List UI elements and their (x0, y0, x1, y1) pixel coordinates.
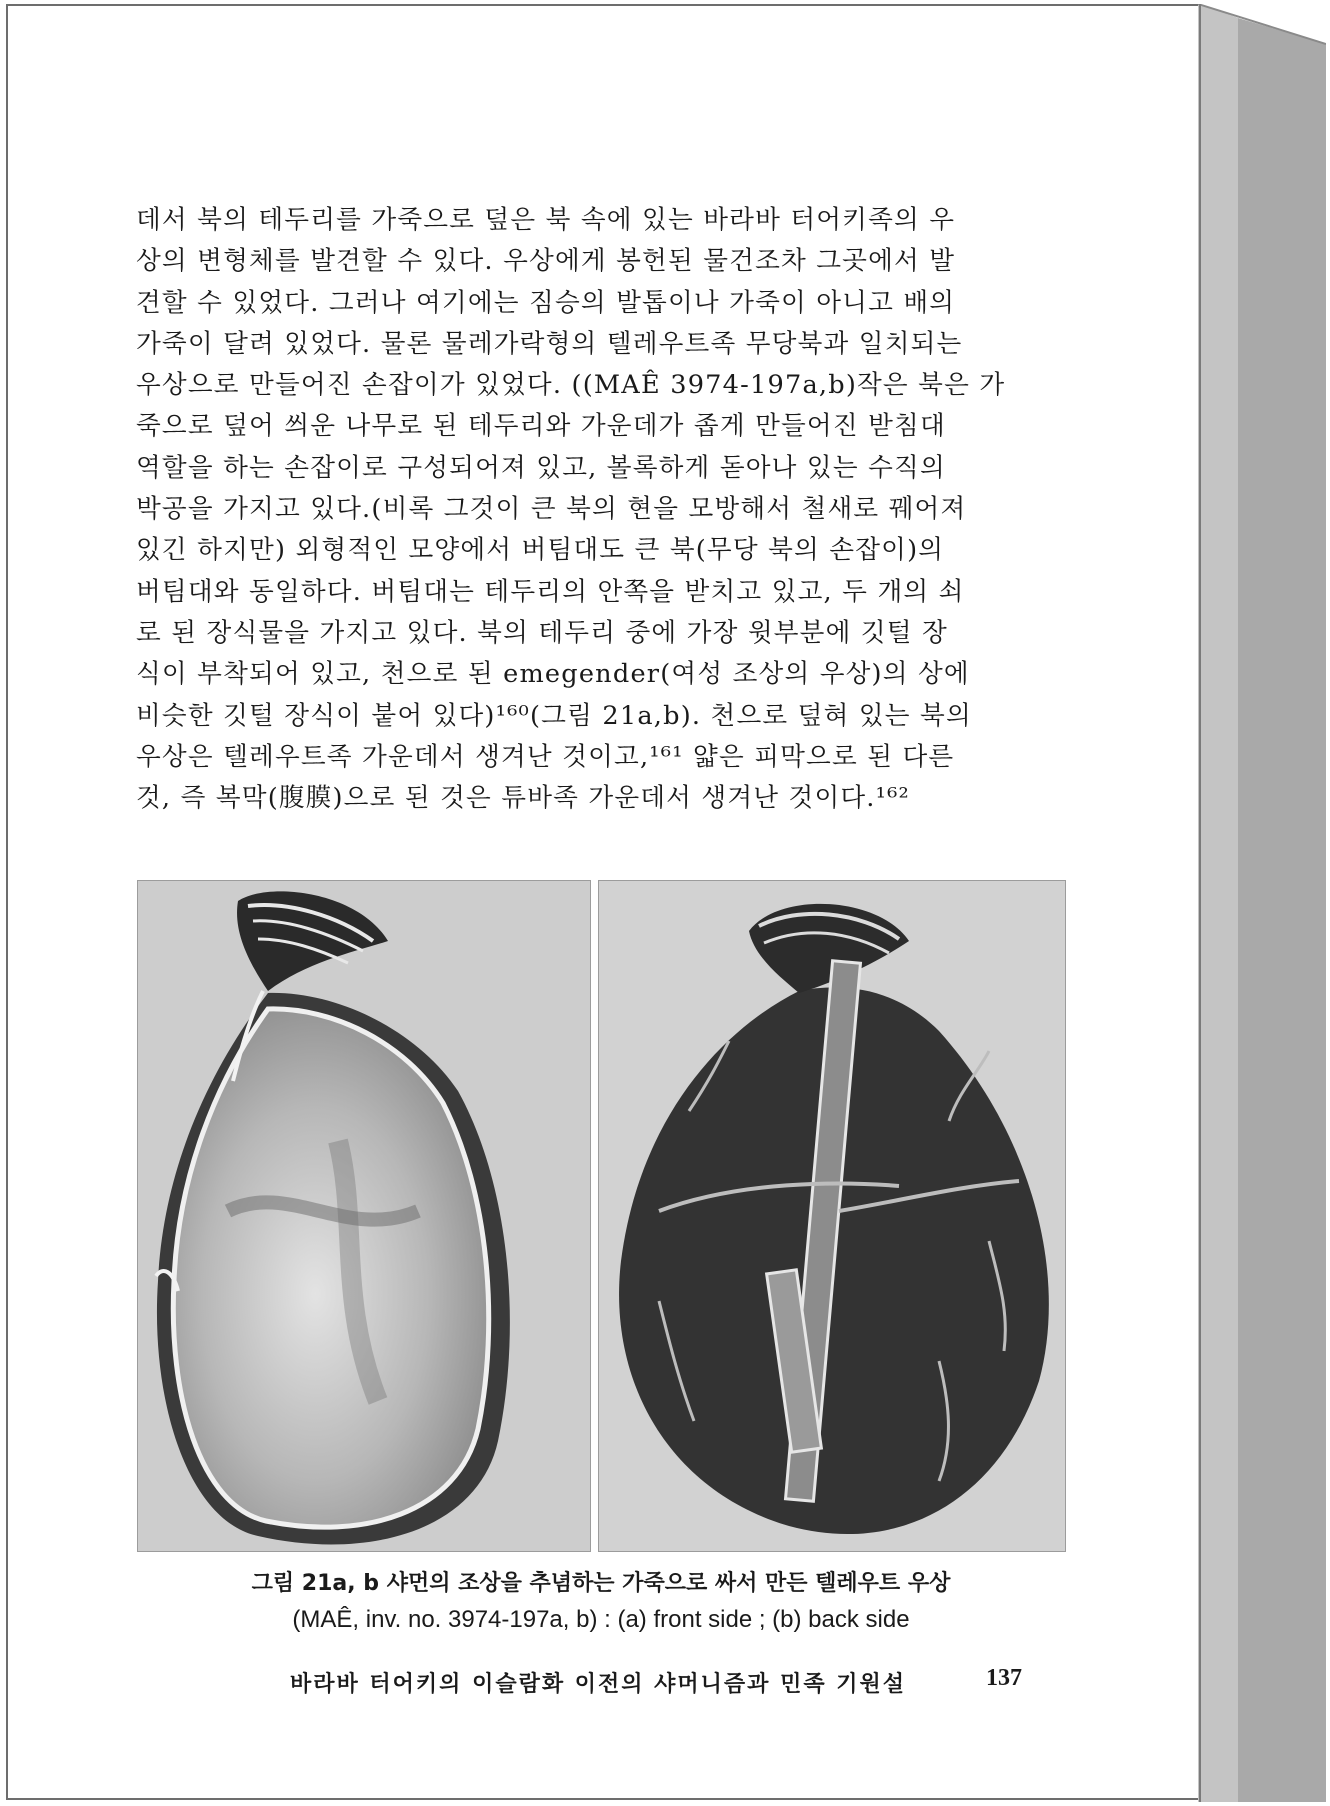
body-text (136, 200, 1056, 819)
caption-subtitle: (MAÊ, inv. no. 3974-197a, b) : (a) front side ; (b) back side (292, 1606, 910, 1633)
body-line: 가죽이 달려 있었다. 물론 물레가락형의 텔레우트족 무당북과 일치되는 (136, 328, 963, 359)
body-line: 죽으로 덮어 씌운 나무로 된 테두리와 가운데가 좁게 만들어진 받침대 (136, 411, 946, 442)
body-line: 견할 수 있었다. 그러나 여기에는 짐승의 발톱이나 가죽이 아니고 배의 (136, 287, 956, 318)
figure-21a-front-photo (137, 880, 591, 1552)
figure-21b-back-photo (598, 880, 1066, 1552)
page-edge-shadow (1198, 4, 1326, 1802)
page-number: 137 (986, 1665, 1022, 1691)
body-line: 우상은 텔레우트족 가운데서 생겨난 것이고,¹⁶¹ 얇은 피막으로 된 다른 (136, 741, 955, 772)
body-line: 버팀대와 동일하다. 버팀대는 테두리의 안쪽을 받치고 있고, 두 개의 쇠 (136, 576, 965, 607)
body-line: 우상으로 만들어진 손잡이가 있었다. ((MAÊ 3974-197a,b)작은 북은 가 (136, 370, 1006, 401)
body-line: 데서 북의 테두리를 가죽으로 덮은 북 속에 있는 바라바 터어키족의 우 (136, 205, 956, 235)
body-line: 역할을 하는 손잡이로 구성되어져 있고, 볼록하게 돋아나 있는 수직의 (136, 452, 946, 483)
body-line: 비슷한 깃털 장식이 붙어 있다)¹⁶⁰(그림 21a,b). 천으로 덮혀 있는 북의 (136, 700, 972, 731)
body-line: 있긴 하지만) 외형적인 모양에서 버팀대도 큰 북(무당 북의 손잡이)의 (136, 535, 945, 566)
body-line: 박공을 가지고 있다.(비록 그것이 큰 북의 현을 모방해서 철새로 꿰어져 (136, 494, 967, 525)
body-line: 상의 변형체를 발견할 수 있다. 우상에게 봉헌된 물건조차 그곳에서 발 (136, 246, 956, 277)
figure-caption (136, 1566, 1066, 1638)
body-line: 것, 즉 복막(腹膜)으로 된 것은 튜바족 가운데서 생겨난 것이다.¹⁶² (136, 783, 911, 814)
running-footer: 바라바 터어키의 이슬람화 이전의 샤머니즘과 민족 기원설 (290, 1672, 907, 1697)
body-line: 식이 부착되어 있고, 천으로 된 emegender(여성 조상의 우상)의 상에 (136, 659, 970, 690)
body-line: 로 된 장식물을 가지고 있다. 북의 테두리 중에 가장 윗부분에 깃털 장 (136, 617, 948, 648)
caption-title: 그림 21a, b 샤먼의 조상을 추념하는 가죽으로 싸서 만든 텔레우트 우상 (251, 1571, 951, 1596)
